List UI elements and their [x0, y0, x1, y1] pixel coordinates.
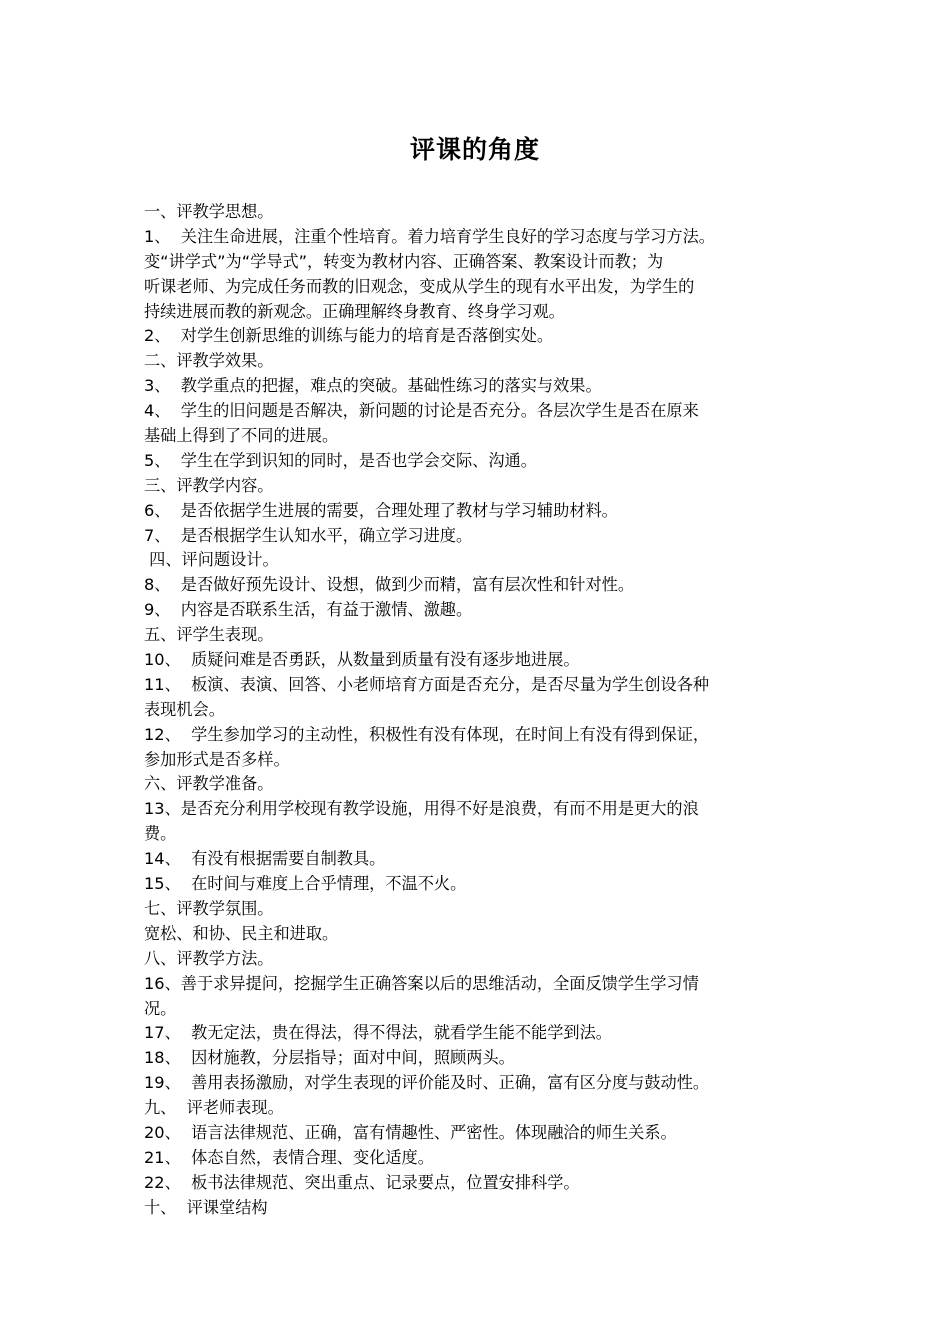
text-line: 16、善于求异提问，挖掘学生正确答案以后的思维活动，全面反馈学生学习情 — [144, 973, 699, 993]
text-line: 变“讲学式”为“学导式”，转变为教材内容、正确答案、教案设计而教；为 — [144, 251, 664, 271]
text-line: 4、 学生的旧问题是否解决，新问题的讨论是否充分。各层次学生是否在原来 — [144, 401, 699, 421]
text-line: 一、评教学思想。 — [144, 202, 274, 221]
text-line: 11、 板演、表演、回答、小老师培育方面是否充分，是否尽量为学生创设各种 — [144, 674, 710, 694]
text-line: 十、 评课堂结构 — [144, 1197, 268, 1217]
text-line: 7、 是否根据学生认知水平，确立学习进度。 — [144, 525, 473, 545]
text-line: 6、 是否依据学生进展的需要，合理处理了教材与学习辅助材料。 — [144, 500, 618, 520]
text-line: 九、 评老师表现。 — [144, 1098, 284, 1118]
text-line: 二、评教学效果。 — [144, 351, 274, 371]
text-line: 三、评教学内容。 — [144, 475, 274, 495]
text-line: 参加形式是否多样。 — [144, 749, 290, 769]
text-line: 持续进展而教的新观念。正确理解终身教育、终身学习观。 — [144, 301, 565, 321]
text-line: 21、 体态自然，表情合理、变化适度。 — [144, 1147, 434, 1167]
text-line: 3、 教学重点的把握，难点的突破。基础性练习的落实与效果。 — [144, 376, 602, 396]
text-line: 5、 学生在学到识知的同时，是否也学会交际、沟通。 — [144, 450, 537, 470]
text-line: 12、 学生参加学习的主动性，积极性有没有体现，在时间上有没有得到保证， — [144, 724, 710, 744]
text-line: 宽松、和协、民主和进取。 — [144, 923, 339, 943]
text-line: 五、评学生表现。 — [144, 625, 274, 645]
text-line: 四、评问题设计。 — [144, 550, 279, 570]
text-line: 1、 关注生命进展，注重个性培育。着力培育学生良好的学习态度与学习方法。 — [144, 226, 715, 246]
text-line: 18、 因材施教，分层指导；面对中间，照顾两头。 — [144, 1048, 515, 1068]
text-line: 况。 — [144, 998, 177, 1018]
document-body — [144, 200, 814, 1221]
text-line: 基础上得到了不同的进展。 — [144, 426, 339, 446]
text-line: 八、评教学方法。 — [144, 948, 274, 968]
text-line: 表现机会。 — [144, 699, 225, 719]
text-line: 七、评教学氛围。 — [144, 898, 274, 918]
text-line: 20、 语言法律规范、正确，富有情趣性、严密性。体现融洽的师生关系。 — [144, 1122, 677, 1142]
text-line: 10、 质疑问难是否勇跃，从数量到质量有没有逐步地进展。 — [144, 650, 580, 670]
text-line: 听课老师、为完成任务而教的旧观念，变成从学生的现有水平出发，为学生的 — [144, 276, 695, 296]
text-line: 13、是否充分利用学校现有教学设施，用得不好是浪费，有而不用是更大的浪 — [144, 799, 699, 819]
text-line: 六、评教学准备。 — [144, 774, 274, 794]
text-line: 17、 教无定法，贵在得法，得不得法，就看学生能不能学到法。 — [144, 1023, 612, 1043]
document-title: 评课的角度 — [409, 135, 540, 164]
text-line: 22、 板书法律规范、突出重点、记录要点，位置安排科学。 — [144, 1172, 580, 1192]
text-line: 19、 善用表扬激励，对学生表现的评价能及时、正确，富有区分度与鼓动性。 — [144, 1073, 710, 1093]
text-line: 8、 是否做好预先设计、设想，做到少而精，富有层次性和针对性。 — [144, 575, 635, 595]
text-line: 9、 内容是否联系生活，有益于激情、激趣。 — [144, 600, 473, 620]
text-line: 15、 在时间与难度上合乎情理，不温不火。 — [144, 874, 467, 894]
text-line: 费。 — [144, 824, 177, 844]
text-line: 2、 对学生创新思维的训练与能力的培育是否落倒实处。 — [144, 326, 554, 346]
text-line: 14、 有没有根据需要自制教具。 — [144, 849, 386, 869]
